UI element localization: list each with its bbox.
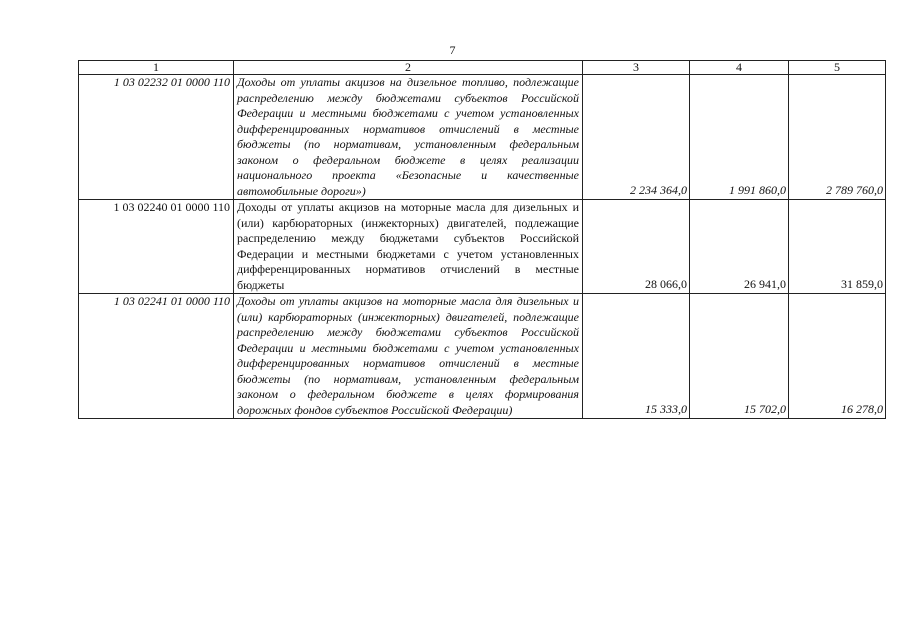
amount-col3-cell: 15 333,0	[583, 294, 690, 419]
table-row	[79, 294, 886, 419]
amount-col3-cell: 28 066,0	[583, 200, 690, 294]
amount-col4-cell: 15 702,0	[690, 294, 789, 419]
amount-col3-cell: 2 234 364,0	[583, 75, 690, 200]
table-header-row	[79, 61, 886, 75]
table-row	[79, 75, 886, 200]
revenue-table	[78, 60, 886, 419]
amount-col4-cell: 26 941,0	[690, 200, 789, 294]
description-cell: Доходы от уплаты акцизов на моторные масла для дизельных и (или) карбюраторных (инжекторных) двигателей, подлежащие распределению между бюджетами субъектов Российской Федерации и местными бюджетами с учетом установленных дифференцированных нормативов отчислений в местные бюджеты (по нормативам, установленным федеральным законом о федеральном бюджете в целях формирования дорожных фондов субъектов Российской Федерации)	[234, 294, 583, 419]
page-number: 7	[449, 43, 456, 57]
column-header: 1	[79, 61, 234, 75]
column-header: 4	[690, 61, 789, 75]
column-header: 5	[789, 61, 886, 75]
amount-col5-cell: 31 859,0	[789, 200, 886, 294]
column-header: 3	[583, 61, 690, 75]
description-cell: Доходы от уплаты акцизов на дизельное топливо, подлежащие распределению между бюджетами субъектов Российской Федерации и местными бюджетами с учетом установленных дифференцированных нормативов отчислений в местные бюджеты (по нормативам, установленным федеральным законом о федеральном бюджете в целях реализации национального проекта «Безопасные и качественные автомобильные дороги»)	[234, 75, 583, 200]
budget-code-cell: 1 03 02232 01 0000 110	[79, 75, 234, 200]
table-row	[79, 200, 886, 294]
description-cell: Доходы от уплаты акцизов на моторные масла для дизельных и (или) карбюраторных (инжекторных) двигателей, подлежащие распределению между бюджетами субъектов Российской Федерации и местными бюджетами с учетом установленных дифференцированных нормативов отчислений в местные бюджеты	[234, 200, 583, 294]
amount-col5-cell: 16 278,0	[789, 294, 886, 419]
amount-col4-cell: 1 991 860,0	[690, 75, 789, 200]
budget-code-cell: 1 03 02241 01 0000 110	[79, 294, 234, 419]
column-header: 2	[234, 61, 583, 75]
budget-code-cell: 1 03 02240 01 0000 110	[79, 200, 234, 294]
amount-col5-cell: 2 789 760,0	[789, 75, 886, 200]
